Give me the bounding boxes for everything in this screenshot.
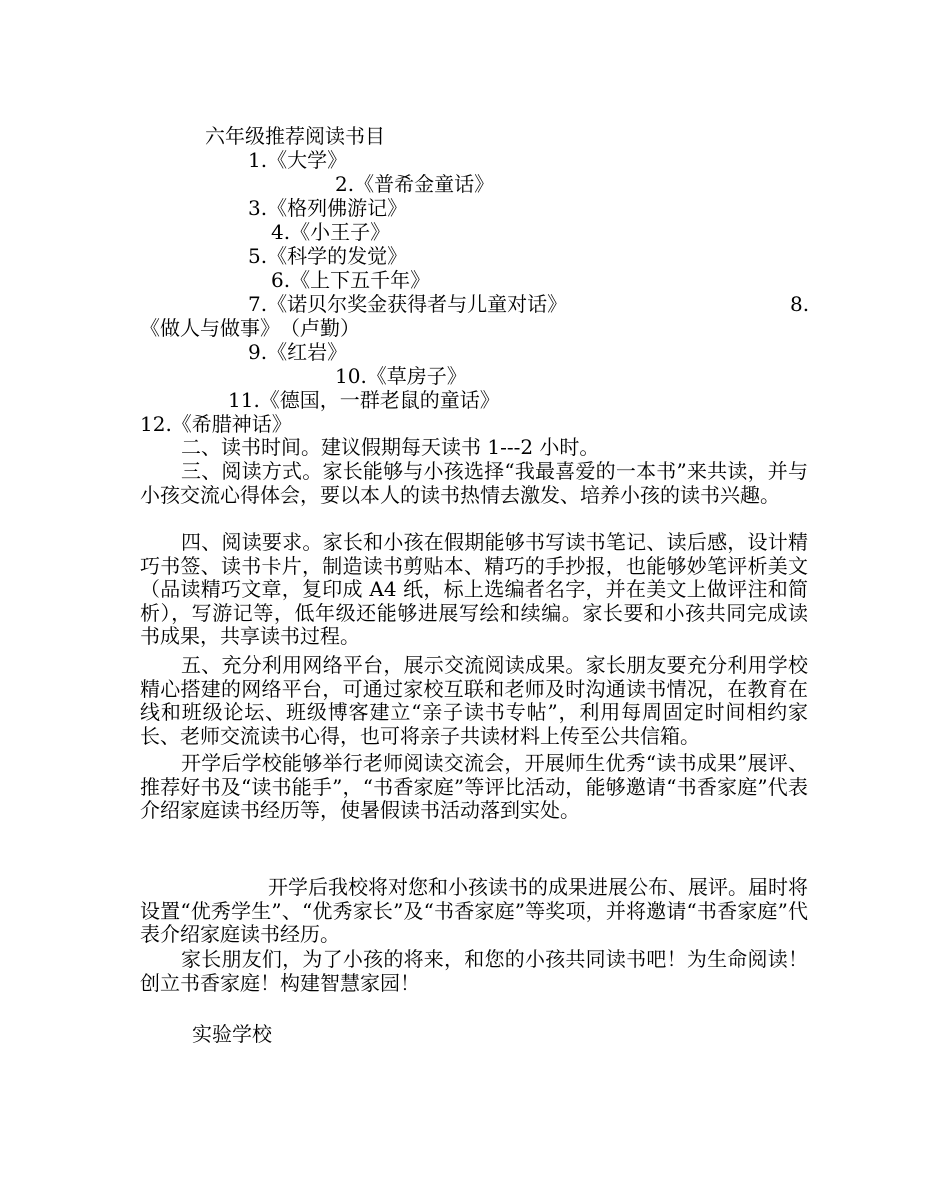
section-teacher-exchange: 开学后学校能够举行老师阅读交流会，开展师生优秀“读书成果”展评、推荐好书及“读书能手”，“书香家庭”等评比活动，能够邀请“书香家庭”代表介绍家庭读书经历等，使暑假读书活动落到实处。 <box>140 751 808 822</box>
book-item-7: 7.《诺贝尔奖金获得者与儿童对话》 <box>248 292 568 316</box>
section-school-results: 开学后我校将对您和小孩读书的成果进展公布、展评。届时将设置“优秀学生”、“优秀家长”及“书香家庭”等奖项，并将邀请“书香家庭”代表介绍家庭读书经历。 <box>140 875 808 946</box>
book-item-12: 12.《希腊神话》 <box>140 412 292 436</box>
book-item-5: 5.《科学的发觉》 <box>248 244 408 268</box>
section-closing-appeal: 家长朋友们，为了小孩的将来，和您的小孩共同读书吧！为生命阅读！创立书香家庭！构建智慧家园！ <box>140 947 808 995</box>
signature: 实验学校 <box>192 1022 272 1046</box>
book-item-8-title: 《做人与做事》 （卢勤） <box>140 316 360 340</box>
book-item-10: 10.《草房子》 <box>335 364 467 388</box>
section-network-platform: 五、充分利用网络平台，展示交流阅读成果。家长朋友要充分利用学校精心搭建的网络平台，可通过家校互联和老师及时沟通读书情况，在教育在线和班级论坛、班级博客建立“亲子读书专帖”，利用每周固定时间相约家长、老师交流读书心得，也可将亲子共读材料上传至公共信箱。 <box>140 653 808 748</box>
book-item-2: 2.《普希金童话》 <box>335 172 495 196</box>
book-item-9: 9.《红岩》 <box>248 340 348 364</box>
book-item-1: 1.《大学》 <box>248 148 348 172</box>
list-heading: 六年级推荐阅读书目 <box>205 124 385 148</box>
section-reading-time: 二、读书时间。建议假期每天读书 1---2 小时。 <box>181 435 600 459</box>
book-item-8-number: 8. <box>790 292 810 316</box>
book-item-3: 3.《格列佛游记》 <box>248 196 408 220</box>
book-item-11: 11.《德国，一群老鼠的童话》 <box>228 388 500 412</box>
book-item-4: 4.《小王子》 <box>271 220 391 244</box>
section-reading-method: 三、阅读方式。家长能够与小孩选择“我最喜爱的一本书”来共读，并与小孩交流心得体会，要以本人的读书热情去激发、培养小孩的读书兴趣。 <box>140 459 808 507</box>
section-reading-requirements: 四、阅读要求。家长和小孩在假期能够书写读书笔记、读后感，设计精巧书签、读书卡片，制造读书剪贴本、精巧的手抄报，也能够妙笔评析美文（品读精巧文章，复印成 A4 纸，标上选编者名字，并在美文上做评注和简析），写游记等，低年级还能够进展写绘和续编。家长要和小孩共同完成读书成果，共享读书过程。 <box>140 530 808 648</box>
book-item-6: 6.《上下五千年》 <box>271 268 431 292</box>
